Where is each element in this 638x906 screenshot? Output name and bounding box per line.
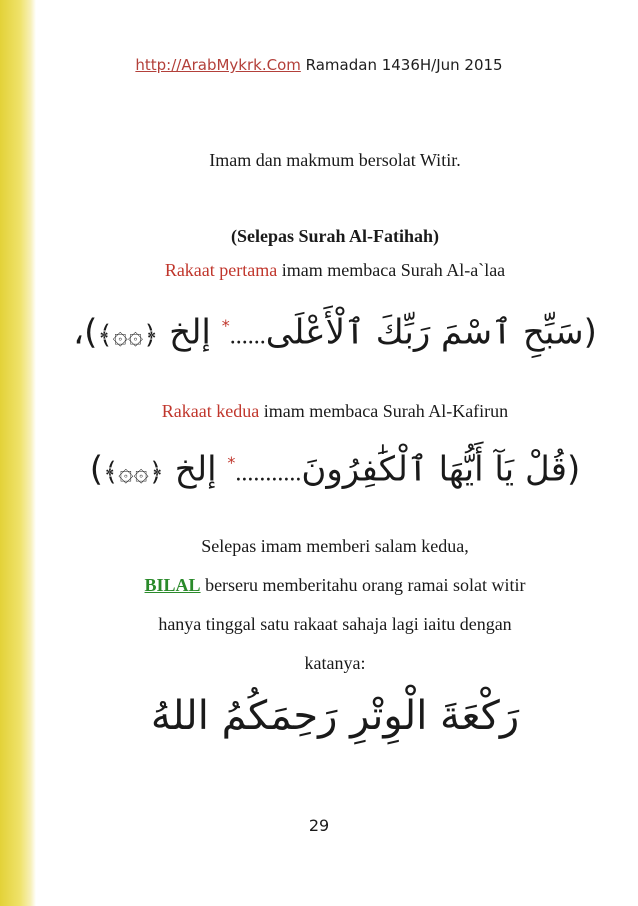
verse-ilakh: إلخ	[169, 312, 211, 353]
arabic-verse-alaa	[40, 303, 630, 359]
page-edge-stripe	[0, 0, 36, 906]
verse-open-bracket: (	[583, 312, 597, 353]
arabic-verse-kafirun	[40, 440, 630, 496]
verse-text-kafirun: قُلْ يَآ أَيُّهَا ٱلْكَٰفِرُونَ	[301, 449, 567, 490]
paragraph-line-1: Selepas imam memberi salam kedua,	[201, 536, 469, 556]
header-link[interactable]: http://ArabMykrk.Com	[135, 56, 301, 74]
paragraph-line-3: hanya tinggal satu rakaat sahaja lagi iaitu dengan	[158, 614, 512, 634]
verse-asterisk: *	[227, 453, 236, 472]
rakaat-kedua-text: imam membaca Surah Al-Kafirun	[263, 401, 509, 421]
arabic-dua: رَكْعَةَ الْوِتْرِ رَحِمَكُمُ اللهُ	[150, 693, 520, 739]
verse-comma: ،	[73, 312, 85, 353]
verse-close-bracket: )	[89, 449, 104, 490]
rakaat-pertama-label: Rakaat pertama	[164, 260, 278, 280]
rakaat-pertama-line	[40, 259, 630, 281]
paragraph-line-2-text: berseru memberitahu orang ramai solat witir	[205, 575, 526, 595]
verse-text-alaa: سَبِّحِ ٱسْمَ رَبِّكَ ٱلْأَعْلَى	[265, 312, 584, 353]
rakaat-kedua-label: Rakaat kedua	[161, 401, 260, 421]
header-date: Ramadan 1436H/Jun 2015	[305, 56, 503, 74]
ornament-icon: ﴿۞۞﴾	[97, 320, 159, 351]
rakaat-pertama-text: imam membaca Surah Al-a`laa	[281, 260, 506, 280]
rakaat-kedua-line	[40, 400, 630, 422]
intro-line: Imam dan makmum bersolat Witir.	[209, 150, 461, 170]
verse-close-bracket: )	[84, 312, 98, 353]
verse-dots: ...........	[235, 460, 302, 487]
bilal-label: BILAL	[144, 575, 201, 595]
paragraph-line-2	[40, 574, 630, 596]
section-title: (Selepas Surah Al-Fatihah)	[230, 226, 440, 246]
paragraph-line-4: katanya:	[304, 653, 366, 673]
verse-asterisk: *	[221, 316, 230, 335]
page-header	[0, 56, 638, 74]
verse-ilakh: إلخ	[174, 449, 217, 490]
verse-open-bracket: (	[566, 449, 581, 490]
verse-dots: ......	[229, 323, 266, 350]
page-number: 29	[308, 816, 330, 835]
ornament-icon: ﴿۞۞﴾	[103, 457, 164, 488]
